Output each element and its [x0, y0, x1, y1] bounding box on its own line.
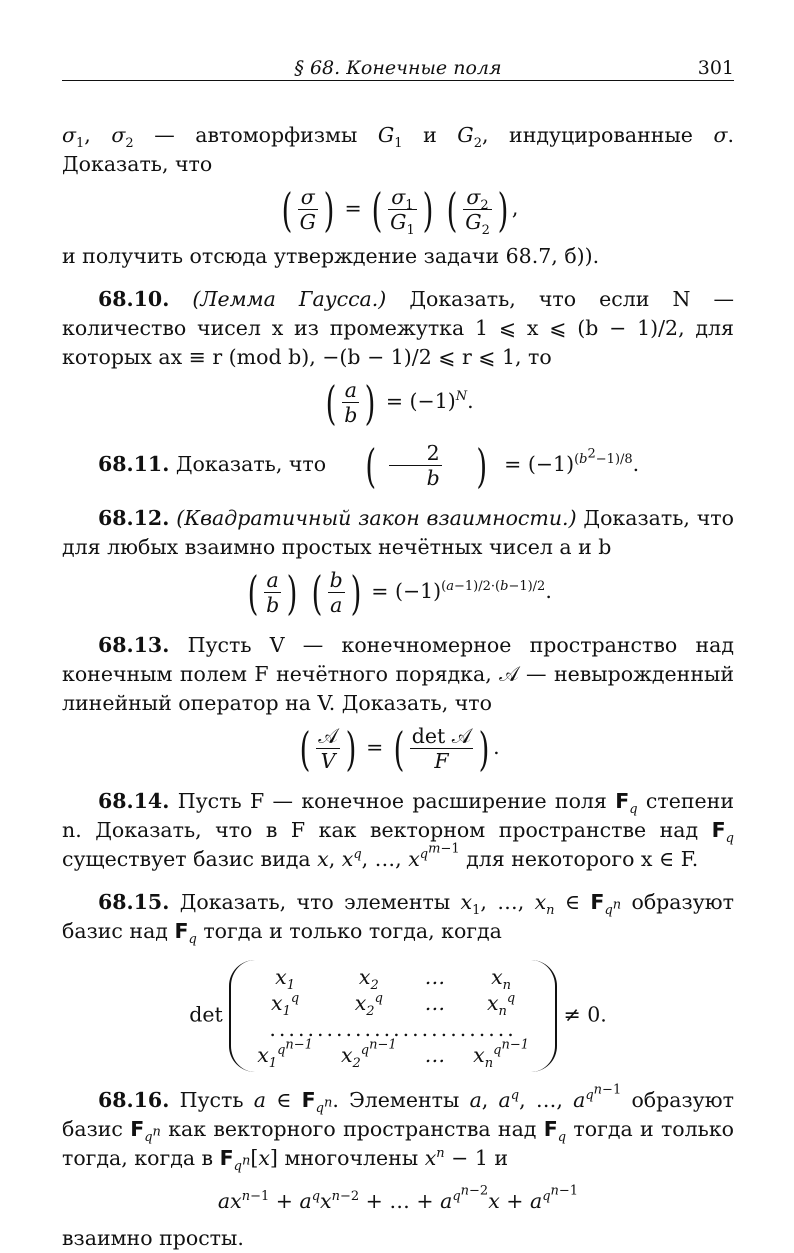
page-number: 301 — [697, 57, 734, 79]
section-title: § 68. Конечные поля — [294, 57, 502, 79]
problem-68-15: 68.15. Доказать, что элементы $x_1$, …, $x_n$ ∈ $F_{q^n}$ образуют базис над $F_q$ тогда и только тогда, когда — [62, 890, 734, 948]
formula-jacobi-product: ( $\frac{\sigma}{G}$ ) = ( $\frac{\sigma_1}{G_1}$ ) ( $\frac{\sigma_2}{G_2}$ ) , — [281, 182, 519, 239]
problem-68-14: 68.14. Пусть F — конечное расширение поля $F_q$ степени n. Доказать, что в F как векторном пространстве над $F_q$ существует базис вида x, $x^q$, …, $x^{q^{m-1}}$ для некоторого x ∈ F. — [62, 789, 734, 871]
formula-gauss-lemma: ( $\frac{a}{b}$ ) = $(-1)^N$. — [325, 375, 474, 430]
problem-68-10: 68.10. (Лемма Гаусса.) Доказать, что если N — количество чисел x из промежутка 1 ⩽ x ⩽ (b − 1)/2, для которых ax ≡ r (mod b), −(b − 1)/2 ⩽ r ⩽ 1, то — [62, 287, 734, 369]
running-header — [62, 50, 734, 81]
problem-68-16-tail: взаимно просты. — [62, 1226, 244, 1250]
page-content — [62, 81, 734, 1253]
problem-68-11: 68.11. Доказать, что ( $\frac{2}{b}$ ) = $(-1)^{(b^2-1)/8}$. — [98, 438, 640, 493]
problem-68-13: 68.13. Пусть V — конечномерное пространство над конечным полем F нечётного порядка, 𝒜 — невырожденный линейный оператор на V. Доказать, что — [62, 633, 734, 715]
formula-polynomial: $ax^{n-1} + a^qx^{n-2}$ + … + $a^{q^{n-2}}x + a^{q^{n-1}}$ — [217, 1183, 579, 1213]
formula-reciprocity: ( $\frac{a}{b}$ ) ( $\frac{b}{a}$ ) = $(-1)^{(a-1)/2\cdot(b-1)/2}$. — [247, 565, 552, 620]
problem-68-12: 68.12. (Квадратичный закон взаимности.) Доказать, что для любых взаимно простых нечётных чисел a и b — [62, 506, 734, 559]
problem-68-16: 68.16. Пусть a ∈ $F_{q^n}$. Элементы a, $a^q$, …, $a^{q^{n-1}}$ образуют базис $F_{q^n}$ как векторного пространства над $F_q$ тогда и только тогда, когда в $F_{q^n}[x]$ многочлены $x^n - 1$ и — [62, 1082, 734, 1175]
intro-tail: и получить отсюда утверждение задачи 68.7, б)). — [62, 244, 600, 268]
matrix: $x_1$ $x_2$ … $x_n$ $x_1^q$ $x_2^q$ … $x_n^q$ .......................... $x_1^{q^{n-1}}$ $x_2^{q^{n-1}}$ … $x_n^{q^{n-1}}$ — [229, 960, 557, 1072]
formula-operator-symbol: ( $\frac{\text{𝒜}}{V}$ ) = ( $\frac{\text{det 𝒜}}{F}$ ) . — [299, 721, 500, 776]
intro-line: $\sigma_1$, $\sigma_2$ — автоморфизмы $G_1$ и $G_2$, индуцированные σ. Доказать, что — [62, 123, 734, 176]
formula-moore-determinant: det $x_1$ $x_2$ … $x_n$ $x_1^q$ $x_2^q$ … $x_n^q$ .......................... $x_1^{q^{n-1}}$ $x_2^{q^{n-1}}$ … $x_n^{q^{n-1}}$ ≠ 0. — [62, 960, 734, 1072]
page — [62, 50, 734, 1253]
